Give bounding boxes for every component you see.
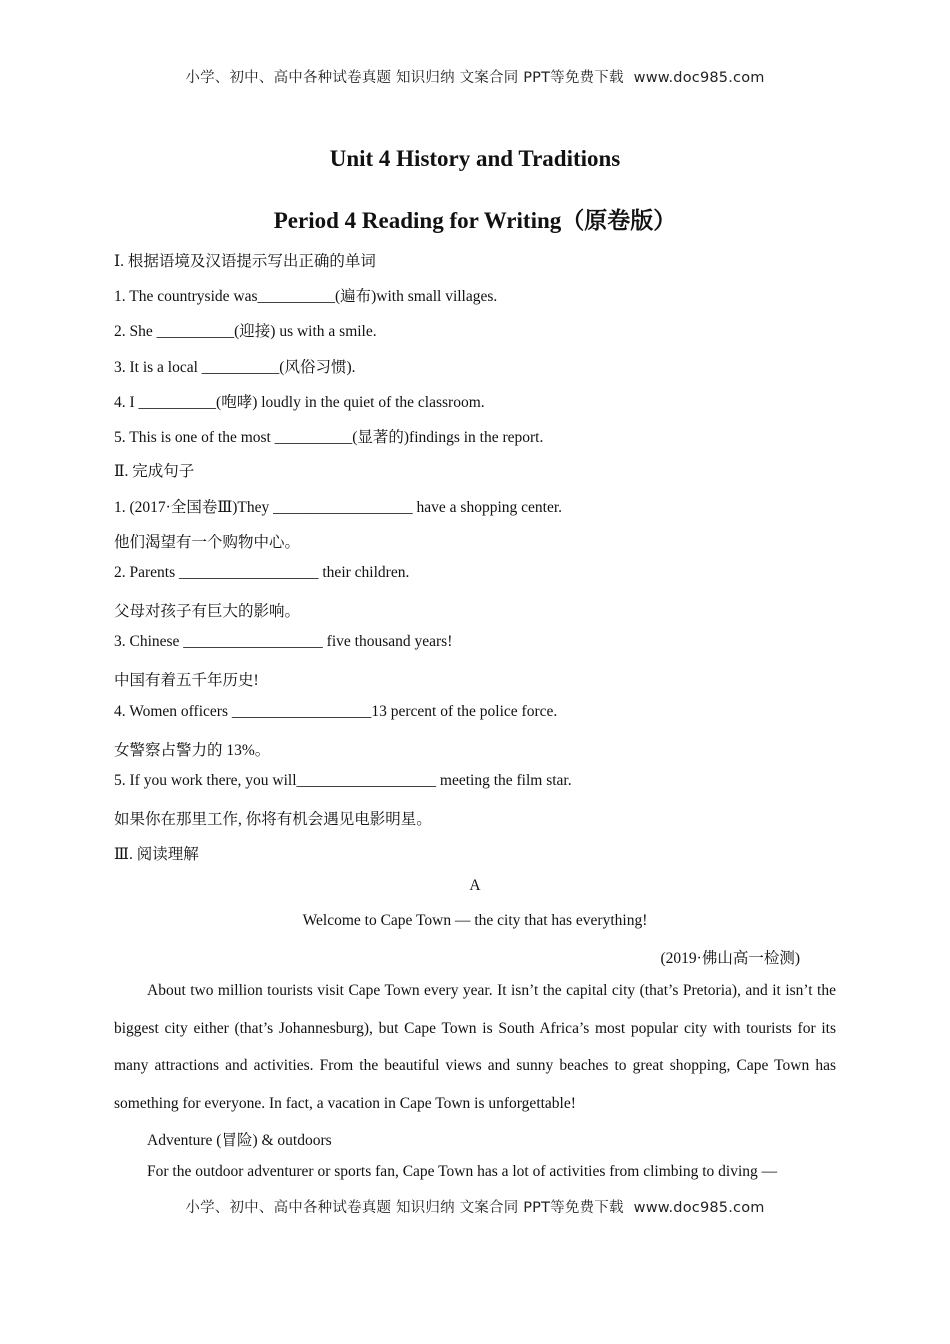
- section-3-heading: Ⅲ. 阅读理解: [114, 846, 199, 863]
- period-title: Period 4 Reading for Writing（原卷版）: [273, 208, 677, 233]
- section-2-item-1-en: 1. (2017·全国卷Ⅲ)They __________________ have a shopping center.: [114, 499, 563, 516]
- page-header: [0, 66, 950, 87]
- passage-subheading: Adventure (冒险) & outdoors: [147, 1132, 332, 1149]
- section-2-item-3-zh: 中国有着五千年历史!: [114, 672, 259, 689]
- section-2-item-5-zh: 如果你在那里工作, 你将有机会遇见电影明星。: [114, 811, 432, 828]
- passage-source: (2019·佛山高一检测): [660, 950, 800, 967]
- section-1-heading: Ⅰ. 根据语境及汉语提示写出正确的单词: [114, 253, 376, 270]
- section-2-item-3-en: 3. Chinese __________________ five thousand years!: [114, 633, 453, 650]
- section-2-item-5-en: 5. If you work there, you will__________________ meeting the film star.: [114, 772, 572, 789]
- section-1-item-5: 5. This is one of the most __________(显著的)findings in the report.: [114, 429, 544, 446]
- passage-paragraph-1: About two million tourists visit Cape Town every year. It isn’t the capital city (that’s Pretoria), and it isn’t the biggest city either (that’s Johannesburg), but Cape Town is South Africa’s most popular city with tourists for its many attractions and activities. From the beautiful views and sunny beaches to great shopping, Cape Town has something for everyone. In fact, a vacation in Cape Town is unforgettable!: [114, 982, 836, 1112]
- section-1-item-2: 2. She __________(迎接) us with a smile.: [114, 323, 377, 340]
- section-2-item-2-zh: 父母对孩子有巨大的影响。: [114, 603, 301, 620]
- section-2-item-4-zh: 女警察占警力的 13%。: [114, 742, 271, 759]
- header-text: 小学、初中、高中各种试卷真题 知识归纳 文案合同 PPT等免费下载: [185, 70, 624, 86]
- section-1-item-4: 4. I __________(咆哮) loudly in the quiet of the classroom.: [114, 394, 485, 411]
- footer-site-link[interactable]: www.doc985.com: [633, 1200, 765, 1216]
- unit-title: Unit 4 History and Traditions: [329, 146, 621, 171]
- section-1-item-3: 3. It is a local __________(风俗习惯).: [114, 359, 356, 376]
- section-2-item-2-en: 2. Parents __________________ their children.: [114, 564, 410, 581]
- passage-title: Welcome to Cape Town — the city that has everything!: [302, 912, 648, 929]
- page-footer: [0, 1196, 950, 1217]
- section-2-heading: Ⅱ. 完成句子: [114, 463, 195, 480]
- passage-paragraph-2: For the outdoor adventurer or sports fan, Cape Town has a lot of activities from climbing to diving —: [147, 1163, 778, 1180]
- section-1-item-1: 1. The countryside was__________(遍布)with small villages.: [114, 288, 498, 305]
- header-site-link[interactable]: www.doc985.com: [633, 70, 765, 86]
- section-2-item-1-zh: 他们渴望有一个购物中心。: [114, 534, 301, 551]
- passage-label: A: [469, 877, 481, 894]
- section-2-item-4-en: 4. Women officers __________________13 percent of the police force.: [114, 703, 558, 720]
- footer-text: 小学、初中、高中各种试卷真题 知识归纳 文案合同 PPT等免费下载: [185, 1200, 624, 1216]
